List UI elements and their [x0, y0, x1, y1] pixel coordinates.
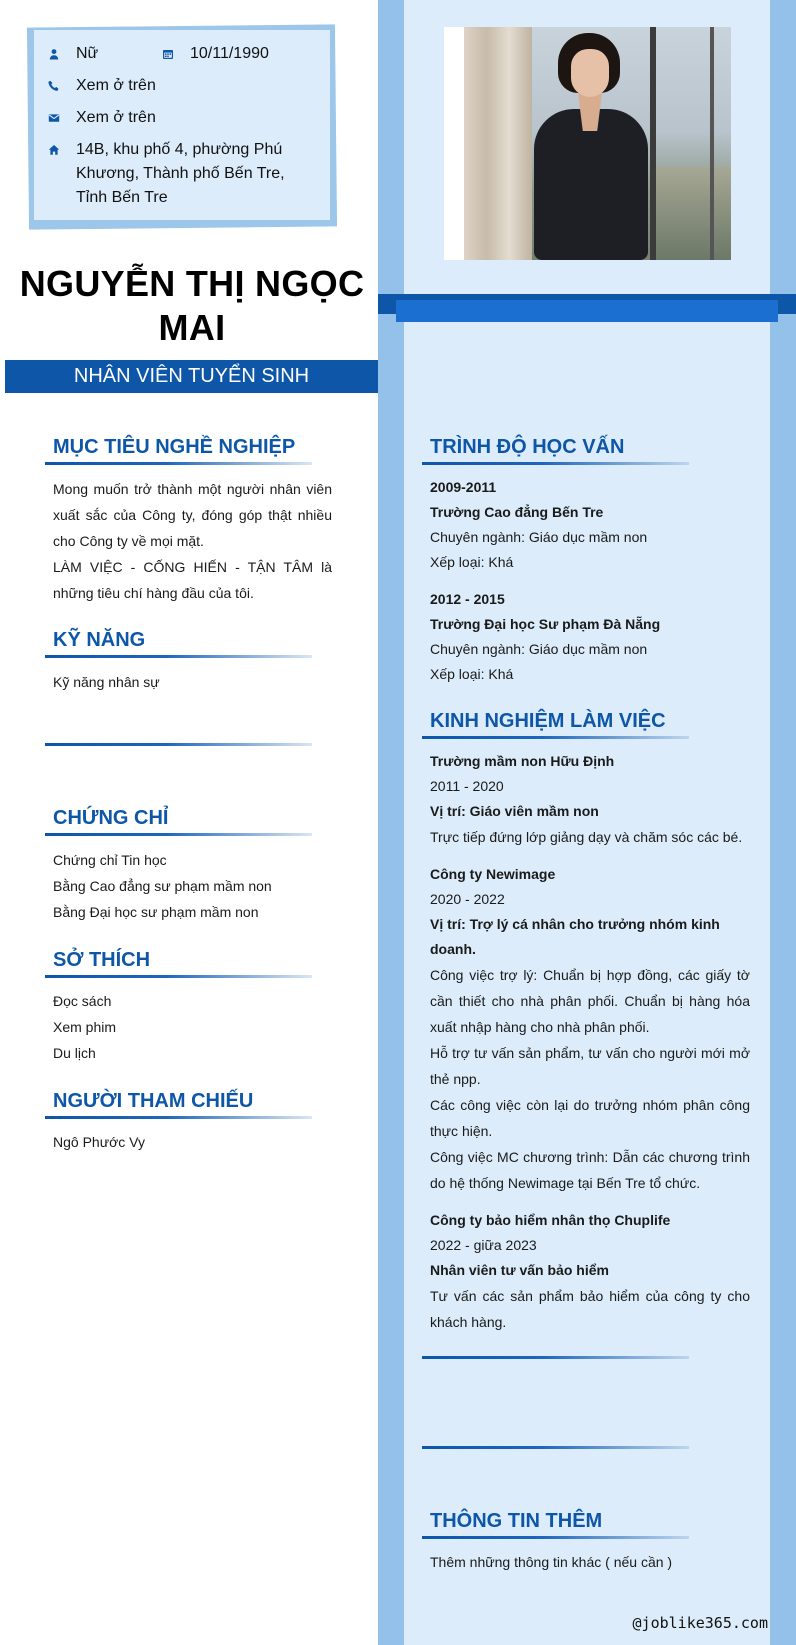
home-icon [46, 142, 62, 158]
experience-entry [430, 1208, 750, 1335]
experience-entry [430, 749, 750, 850]
phone-icon [46, 78, 62, 94]
education-grade: Xếp loại: Khá [430, 554, 514, 570]
experience-period: 2020 - 2022 [430, 891, 505, 907]
experience-detail: Hỗ trợ tư vấn sản phẩm, tư vấn cho người mới mở thẻ npp. [430, 1045, 750, 1087]
job-title-bar [5, 360, 378, 393]
calendar-icon [160, 46, 176, 62]
objective-line: Mong muốn trở thành một người nhân viên xuất sắc của Công ty, đóng góp thật nhiều cho Công ty về mọi mặt. [53, 481, 332, 549]
certificates-section [45, 805, 312, 836]
experience-period: 2011 - 2020 [430, 778, 504, 794]
hobby-item: Đọc sách [53, 993, 112, 1009]
experience-detail: Tư vấn các sản phẩm bảo hiểm của công ty cho khách hàng. [430, 1288, 750, 1330]
experience-position: Nhân viên tư vấn bảo hiểm [430, 1262, 609, 1278]
experience-company: Công ty Newimage [430, 866, 556, 882]
experience-detail: Trực tiếp đứng lớp giảng dạy và chăm sóc các bé. [430, 829, 743, 845]
certificate-item: Bằng Đại học sư phạm mầm non [53, 904, 259, 920]
experience-company: Công ty bảo hiểm nhân thọ Chuplife [430, 1212, 671, 1228]
right-column-right-stripe [770, 0, 796, 1645]
references-list [53, 1129, 145, 1155]
contact-address-row [46, 138, 320, 210]
hobby-item: Du lịch [53, 1045, 96, 1061]
certificate-item: Bằng Cao đẳng sư phạm mầm non [53, 878, 272, 894]
education-major: Chuyên ngành: Giáo dục mầm non [430, 641, 648, 657]
skills-list [53, 669, 160, 695]
experience-entry [430, 862, 750, 1196]
experience-section [422, 708, 689, 739]
extra-title: THÔNG TIN THÊM [430, 1510, 603, 1532]
references-section [45, 1088, 312, 1119]
skills-underline [45, 655, 312, 658]
profile-photo [444, 27, 731, 260]
education-list [430, 475, 750, 687]
education-underline [422, 462, 689, 465]
education-entry [430, 475, 750, 575]
job-title: NHÂN VIÊN TUYỂN SINH [73, 365, 310, 387]
extra-content [430, 1549, 672, 1575]
extra-underline [422, 1536, 689, 1539]
certificates-list [53, 847, 272, 925]
education-period: 2012 - 2015 [430, 591, 505, 607]
references-underline [45, 1116, 312, 1119]
contact-email-row [46, 106, 320, 130]
user-icon [46, 46, 62, 62]
references-title: NGƯỜI THAM CHIẾU [53, 1090, 254, 1112]
contact-phone-row [46, 74, 320, 98]
experience-underline [422, 736, 689, 739]
hobby-item: Xem phim [53, 1019, 117, 1035]
education-school: Trường Cao đẳng Bến Tre [430, 504, 604, 520]
education-major: Chuyên ngành: Giáo dục mầm non [430, 529, 648, 545]
experience-detail: Công việc trợ lý: Chuẩn bị hợp đồng, các giấy tờ cần thiết cho nhà phân phối. Chuẩn bị hàng hóa xuất nhập hàng cho nhà phân phối. [430, 967, 750, 1035]
experience-company: Trường mầm non Hữu Định [430, 753, 615, 769]
certificate-item: Chứng chỉ Tin học [53, 852, 167, 868]
right-divider-2 [422, 1446, 689, 1449]
skills-section [45, 627, 312, 658]
objective-title: MỤC TIÊU NGHỀ NGHIỆP [53, 436, 296, 458]
certificates-underline [45, 833, 312, 836]
objective-line: LÀM VIỆC - CỐNG HIẾN - TẬN TÂM là những tiêu chí hàng đầu của tôi. [53, 559, 332, 601]
reference-item: Ngô Phước Vy [53, 1134, 145, 1150]
experience-title: KINH NGHIỆM LÀM VIỆC [430, 710, 666, 732]
experience-list [430, 749, 750, 1335]
phone-value: Xem ở trên [76, 77, 156, 94]
contact-gender-dob-row [46, 42, 320, 66]
experience-detail: Công việc MC chương trình: Dẫn các chương trình do hệ thống Newimage tại Bến Tre tổ chức. [430, 1149, 750, 1191]
skill-item: Kỹ năng nhân sự [53, 674, 160, 690]
education-title: TRÌNH ĐỘ HỌC VẤN [430, 436, 625, 458]
candidate-name: NGUYỄN THỊ NGỌC MAI [19, 263, 365, 348]
education-school: Trường Đại học Sư phạm Đà Nẵng [430, 616, 661, 632]
right-column-left-stripe [378, 0, 404, 1645]
hobbies-section [45, 947, 312, 978]
contact-box [34, 30, 330, 220]
extra-text: Thêm những thông tin khác ( nếu cần ) [430, 1554, 673, 1570]
email-value: Xem ở trên [76, 109, 156, 126]
skills-title: KỸ NĂNG [53, 629, 146, 651]
left-divider [45, 743, 312, 746]
objective-section [45, 434, 312, 465]
gender-value: Nữ [76, 45, 99, 62]
certificates-title: CHỨNG CHỈ [53, 807, 169, 829]
right-divider-1 [422, 1356, 689, 1359]
email-icon [46, 110, 62, 126]
experience-position: Vị trí: Giáo viên mầm non [430, 803, 599, 819]
hobbies-title: SỞ THÍCH [53, 949, 151, 971]
experience-detail: Các công việc còn lại do trưởng nhóm phân công thực hiện. [430, 1097, 750, 1139]
extra-section [422, 1508, 689, 1539]
objective-underline [45, 462, 312, 465]
hobbies-underline [45, 975, 312, 978]
footer-watermark: @joblike365.com [632, 1614, 768, 1632]
objective-text [53, 476, 332, 606]
experience-period: 2022 - giữa 2023 [430, 1237, 537, 1253]
address-value: 14B, khu phố 4, phường Phú Khương, Thành phố Bến Tre, Tỉnh Bến Tre [76, 141, 285, 206]
hobbies-list [53, 988, 116, 1066]
education-grade: Xếp loại: Khá [430, 666, 514, 682]
decorative-band-light [396, 300, 778, 322]
experience-position: Vị trí: Trợ lý cá nhân cho trưởng nhóm kinh doanh. [430, 916, 720, 957]
dob-value: 10/11/1990 [190, 45, 269, 62]
education-period: 2009-2011 [430, 479, 497, 495]
education-section [422, 434, 689, 465]
education-entry [430, 587, 750, 687]
